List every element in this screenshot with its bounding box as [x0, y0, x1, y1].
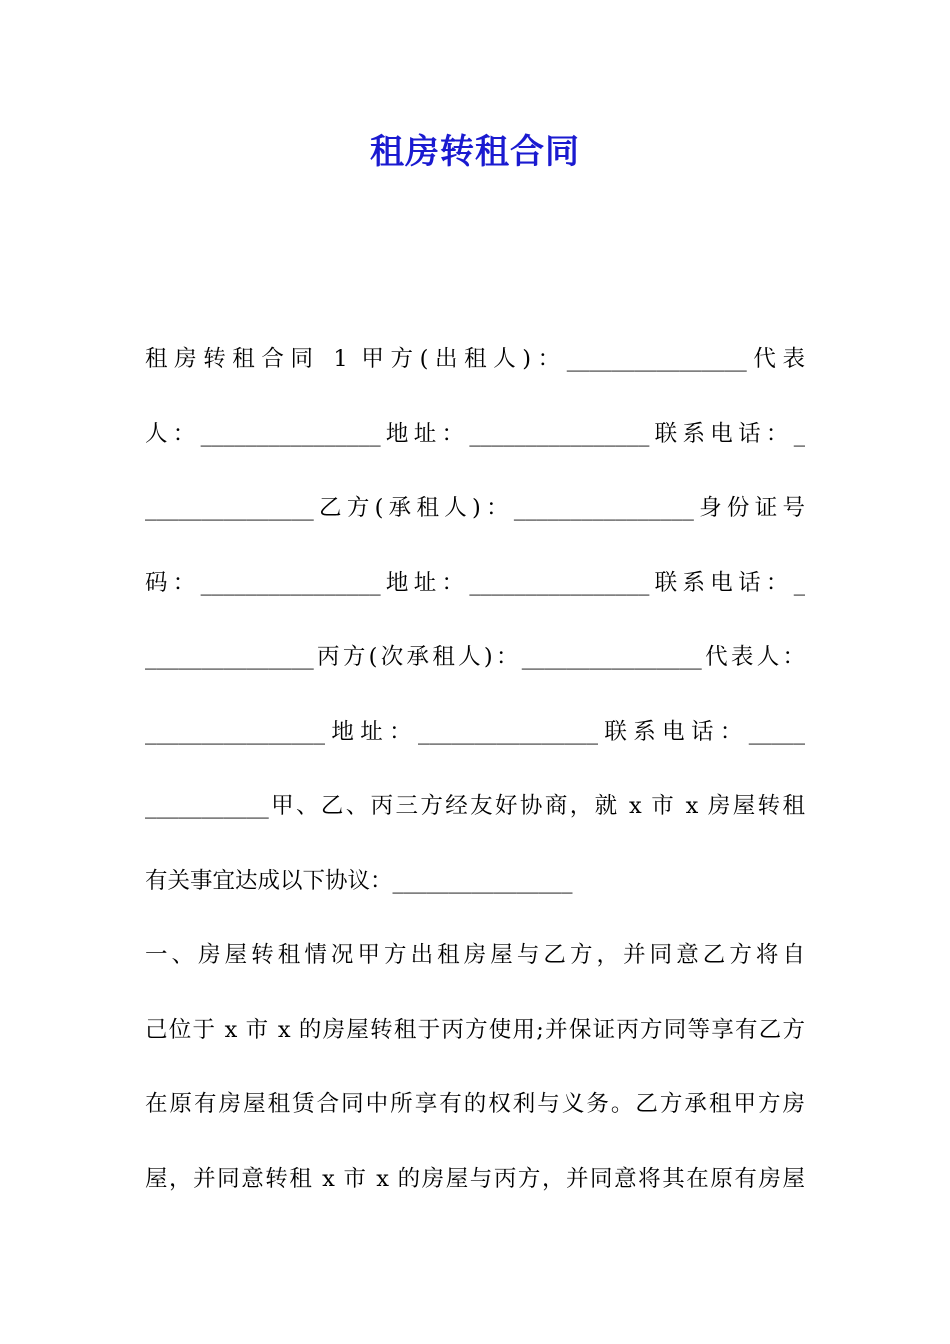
body-line-1: 租房转租合同 1 甲方(出租人)：________________代表 [145, 346, 805, 372]
contract-body [145, 322, 805, 1216]
body-line-5: _______________丙方(次承租人)：________________代表人： [145, 644, 805, 670]
body-line-7: ___________甲、乙、丙三方经友好协商，就 x 市 x 房屋转租 [145, 793, 805, 819]
body-line-8: 有关事宜达成以下协议：________________ [145, 867, 573, 894]
body-line-10: 己位于 x 市 x 的房屋转租于丙方使用;并保证丙方同等享有乙方 [145, 1016, 805, 1043]
body-line-11: 在原有房屋租赁合同中所享有的权利与义务。乙方承租甲方房 [145, 1091, 805, 1117]
body-line-12: 屋，并同意转租 x 市 x 的房屋与丙方，并同意将其在原有房屋 [145, 1165, 805, 1192]
body-line-4: 码：________________地址：________________联系电话：_ [145, 569, 805, 596]
body-line-6: ________________地址：________________联系电话：_____ [145, 718, 805, 745]
body-line-9: 一、房屋转租情况甲方出租房屋与乙方，并同意乙方将自 [145, 942, 805, 968]
body-line-3: _______________乙方(承租人)：________________身份证号 [145, 495, 805, 521]
body-line-2: 人：________________地址：________________联系电话：_ [145, 420, 805, 447]
document-title: 租房转租合同 [370, 132, 580, 172]
